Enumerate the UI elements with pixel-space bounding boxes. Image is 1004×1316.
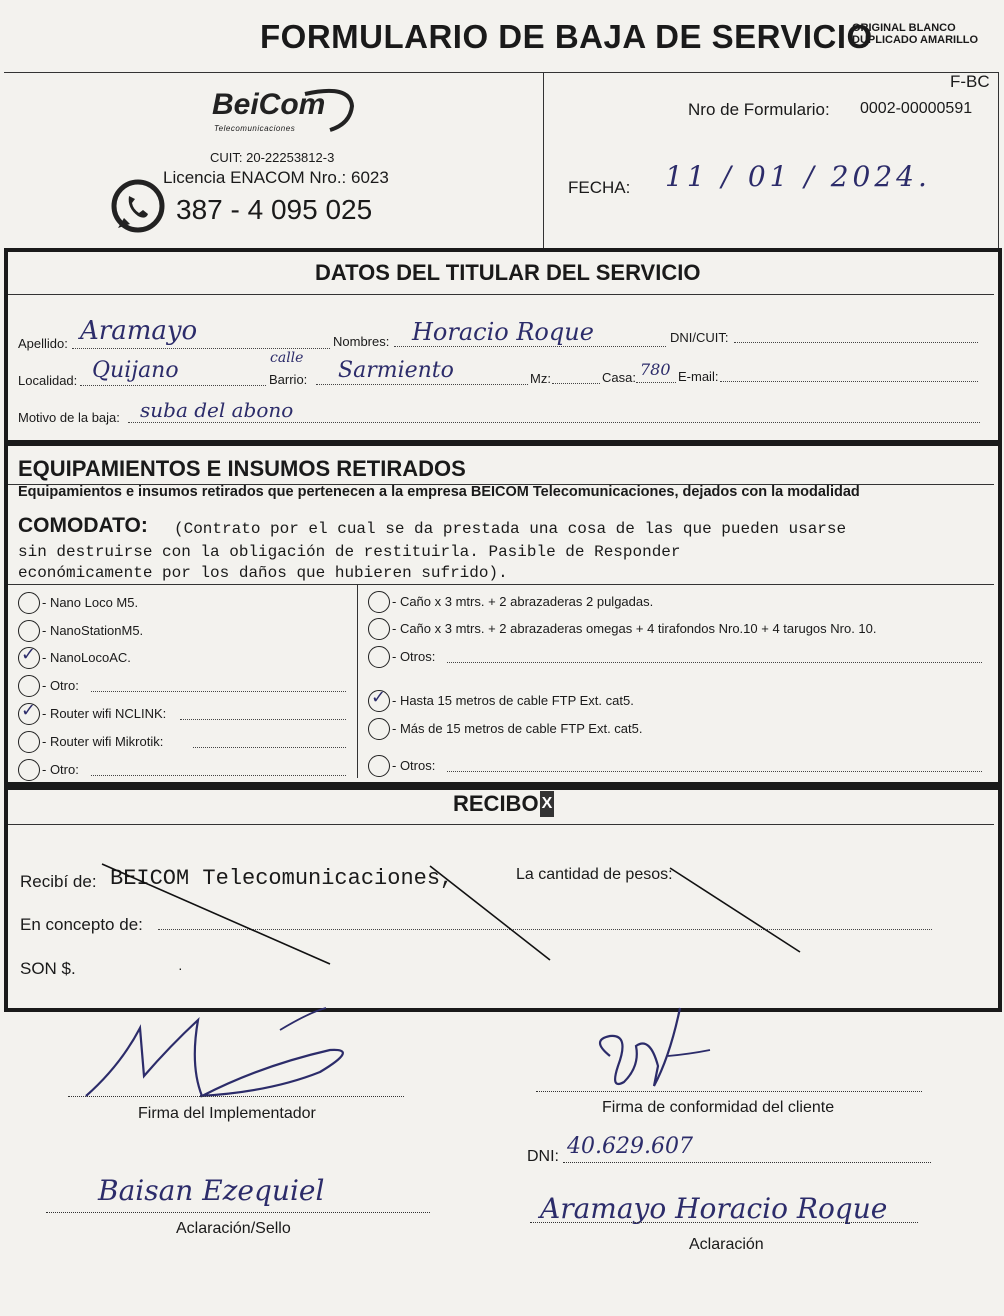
date-value[interactable]: 11 / 01 / 2024. (665, 160, 931, 193)
equipment-item-field[interactable] (447, 662, 982, 663)
email-label: E-mail: (678, 369, 719, 384)
son-label: SON $. (20, 959, 76, 978)
barrio-line (316, 384, 528, 385)
equipment-item-label: - Caño x 3 mtrs. + 2 abrazaderas omegas + 4 tirafondos Nro.10 + 4 tarugos Nro. 10. (392, 621, 877, 636)
concepto-label: En concepto de: (20, 915, 143, 934)
form-title: FORMULARIO DE BAJA DE SERVICIO (260, 18, 873, 55)
equipment-checkbox[interactable] (368, 718, 390, 740)
equipment-item-field[interactable] (91, 691, 346, 692)
equipment-checkbox[interactable] (368, 618, 390, 640)
equipment-checkbox[interactable] (368, 646, 390, 668)
company-logo: BeiCom (212, 88, 326, 121)
equipment-item-field[interactable] (447, 771, 982, 772)
equipment-item-label: - Nano Loco M5. (42, 595, 139, 610)
client-signature-label: Firma de conformidad del cliente (602, 1099, 835, 1116)
copy-duplicate: DUPLICADO AMARILLO (852, 34, 979, 46)
equipment-checkbox[interactable] (18, 731, 40, 753)
equipment-section-title: EQUIPAMIENTOS E INSUMOS RETIRADOS (18, 456, 466, 481)
form-code: F-BC (950, 72, 990, 91)
holder-title-divider (8, 294, 994, 295)
company-logo-subtext: Telecomunicaciones (214, 124, 296, 133)
dni-label: DNI: (527, 1148, 559, 1165)
equipment-list-divider (8, 584, 994, 585)
holder-section-title: DATOS DEL TITULAR DEL SERVICIO (315, 260, 701, 285)
check-mark-icon: ✓ (21, 700, 37, 721)
nombres-field[interactable]: Horacio Roque (412, 318, 594, 346)
son-field[interactable]: · (178, 960, 183, 976)
receipt-mark: X (540, 791, 554, 817)
header-divider (543, 72, 544, 248)
company-license: Licencia ENACOM Nro.: 6023 (163, 168, 389, 187)
nombres-label: Nombres: (333, 334, 390, 349)
equipment-checkbox[interactable] (18, 592, 40, 614)
equipment-checkbox[interactable] (18, 759, 40, 781)
localidad-label: Localidad: (18, 373, 78, 388)
equipment-item-field[interactable] (91, 775, 346, 776)
comodato-text-3: económicamente por los daños que hubieren sufrido). (18, 564, 508, 582)
localidad-line (80, 385, 266, 386)
apellido-field[interactable]: Aramayo (80, 316, 198, 346)
dni-field[interactable]: 40.629.607 (567, 1134, 693, 1159)
aclaracion-label: Aclaración (689, 1236, 764, 1253)
logo-swoosh-icon (300, 84, 360, 134)
equipment-checkbox[interactable] (368, 591, 390, 613)
motivo-line (128, 422, 980, 423)
form-number-label: Nro de Formulario: (688, 100, 830, 119)
aclaracion-value[interactable]: Aramayo Horacio Roque (540, 1192, 888, 1225)
casa-label: Casa: (602, 370, 636, 385)
date-label: FECHA: (568, 178, 631, 197)
equipment-column-divider (357, 584, 358, 778)
equipment-checkbox[interactable] (368, 687, 390, 712)
equipment-checkbox[interactable] (18, 700, 40, 725)
mz-field[interactable] (552, 383, 600, 384)
client-signature-line (536, 1091, 922, 1092)
equipment-item-label: - Router wifi NCLINK: (42, 706, 167, 721)
dni-line (563, 1162, 931, 1163)
company-phone: 387 - 4 095 025 (176, 194, 373, 225)
equipment-item-label: - Otros: (392, 758, 436, 773)
copy-original: ORIGINAL BLANCO (852, 22, 956, 34)
dni-cuit-field[interactable] (734, 342, 978, 343)
equipment-item-label: - NanoLocoAC. (42, 650, 131, 665)
barrio-label: Barrio: (269, 372, 308, 387)
equipment-item-label: - Más de 15 metros de cable FTP Ext. cat5. (392, 721, 643, 736)
cantidad-label: La cantidad de pesos: (516, 866, 673, 883)
check-mark-icon: ✓ (21, 644, 37, 665)
implementer-signature-label: Firma del Implementador (138, 1105, 316, 1122)
aclaracion-sello-line (46, 1212, 430, 1213)
check-mark-icon: ✓ (371, 687, 387, 708)
equipment-item-field[interactable] (193, 747, 346, 748)
equipment-checkbox[interactable] (18, 675, 40, 697)
casa-line (636, 382, 676, 383)
motivo-label: Motivo de la baja: (18, 410, 120, 425)
comodato-text-1: (Contrato por el cual se da prestada una cosa de las que pueden usarse (174, 520, 847, 538)
casa-field[interactable]: 780 (640, 360, 671, 379)
implementer-signature-line (68, 1096, 404, 1097)
equipment-item-label: - Otro: (42, 762, 79, 777)
email-field[interactable] (720, 381, 978, 382)
whatsapp-icon (108, 178, 168, 238)
equipment-item-label: - Caño x 3 mtrs. + 2 abrazaderas 2 pulgadas. (392, 594, 654, 609)
void-strike-marks (100, 860, 820, 970)
equipment-item-label: - Router wifi Mikrotik: (42, 734, 164, 749)
comodato-text-2: sin destruirse con la obligación de restituirla. Pasible de Responder (18, 543, 681, 561)
equipment-item-label: - Otros: (392, 649, 436, 664)
recibi-value: BEICOM Telecomunicaciones, (110, 866, 454, 891)
equipment-checkbox[interactable] (18, 644, 40, 669)
recibi-label: Recibí de: (20, 872, 97, 891)
company-cuit: CUIT: 20-22253812-3 (210, 150, 335, 165)
localidad-field[interactable]: Quijano (92, 358, 179, 383)
comodato-label: COMODATO: (18, 514, 148, 537)
dni-cuit-label: DNI/CUIT: (670, 330, 729, 345)
aclaracion-sello-label: Aclaración/Sello (176, 1220, 291, 1237)
barrio-note: calle (270, 350, 304, 366)
equipment-item-label: - NanoStationM5. (42, 623, 144, 638)
aclaracion-sello-value[interactable]: Baisan Ezequiel (98, 1174, 325, 1207)
receipt-section-title: RECIBO (453, 791, 539, 816)
aclaracion-line (530, 1222, 918, 1223)
apellido-line (72, 348, 330, 349)
equipment-checkbox[interactable] (368, 755, 390, 777)
receipt-title-divider (8, 824, 994, 825)
form-number: 0002-00000591 (860, 100, 973, 117)
barrio-field[interactable]: Sarmiento (338, 358, 454, 383)
implementer-signature (80, 1006, 410, 1106)
nombres-line (394, 346, 666, 347)
mz-label: Mz: (530, 371, 551, 386)
apellido-label: Apellido: (18, 336, 68, 351)
equipment-item-label: - Hasta 15 metros de cable FTP Ext. cat5. (392, 693, 634, 708)
copy-legend (852, 22, 978, 46)
equipment-item-field[interactable] (180, 719, 346, 720)
equipment-item-label: - Otro: (42, 678, 79, 693)
motivo-field[interactable]: suba del abono (140, 398, 294, 422)
equipment-checkbox[interactable] (18, 620, 40, 642)
equipment-intro: Equipamientos e insumos retirados que pertenecen a la empresa BEICOM Telecomunicaciones, dejados con la modalidad (18, 484, 860, 500)
